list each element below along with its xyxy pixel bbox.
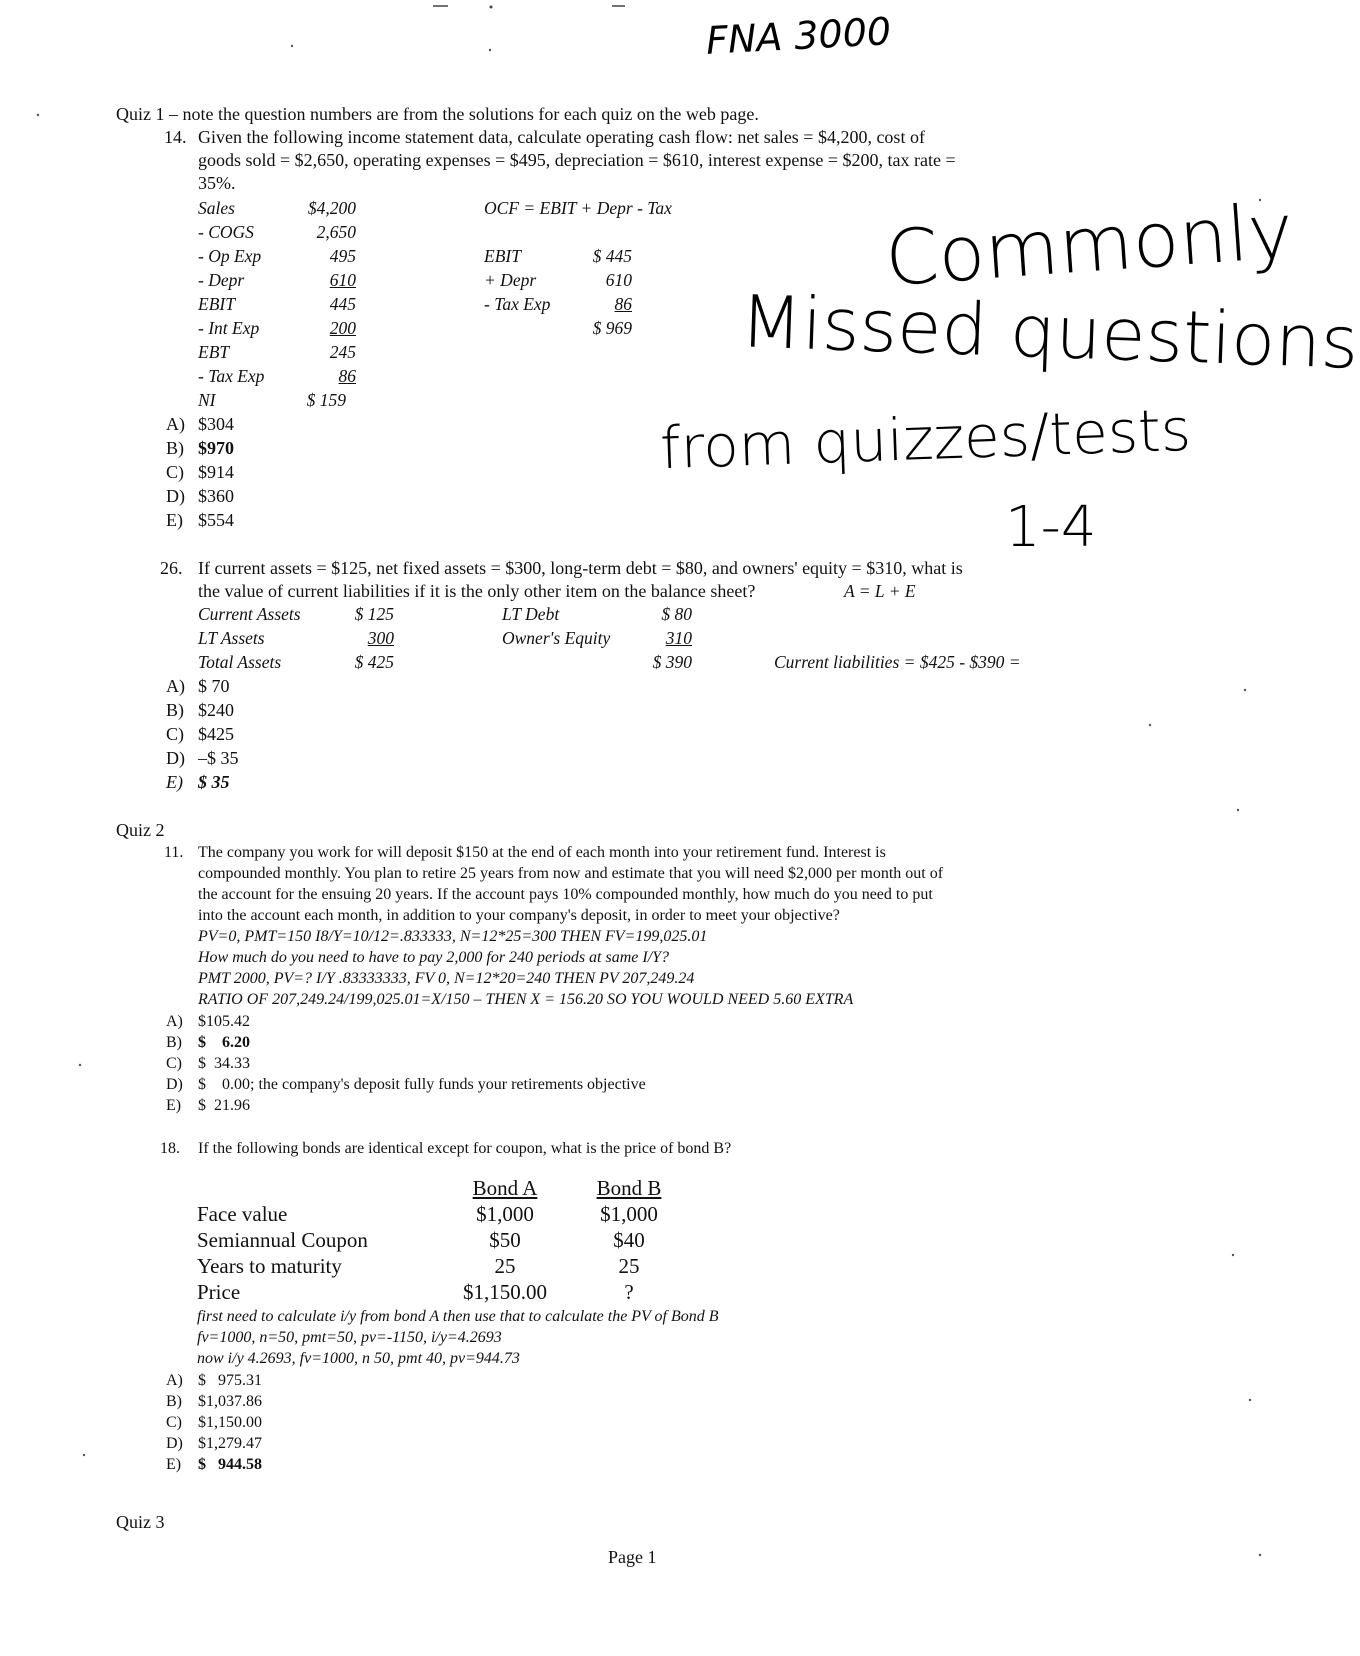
bond-row-label: Price: [197, 1280, 241, 1304]
option-letter: A): [166, 414, 185, 434]
page-number: Page 1: [608, 1547, 657, 1567]
q11-work-line: RATIO OF 207,249.24/199,025.01=X/150 – THEN X = 156.20 SO YOU WOULD NEED 5.60 EXTRA: [198, 991, 854, 1008]
asset-label: Total Assets: [198, 652, 282, 672]
q11-work-line: How much do you need to have to pay 2,000 for 240 periods at same I/Y?: [198, 949, 670, 966]
bond-b-value: $40: [613, 1228, 645, 1252]
liab-value: $ 80: [661, 604, 692, 624]
income-value: 495: [329, 246, 356, 266]
bond-row-label: Semiannual Coupon: [197, 1228, 368, 1252]
q26-formula: A = L + E: [844, 581, 916, 601]
quiz3-header: Quiz 3: [116, 1512, 165, 1532]
income-value: 245: [329, 342, 356, 362]
q26-text-line1: If current assets = $125, net fixed assets = $300, long-term debt = $80, and owners' equity = $310, what is: [198, 558, 963, 578]
asset-label: LT Assets: [198, 628, 265, 648]
q11-number: 11.: [164, 844, 184, 861]
q11-text-line: compounded monthly. You plan to retire 25 years from now and estimate that you will need $2,000 per month out of: [198, 865, 944, 882]
option-text: $ 21.96: [198, 1097, 250, 1114]
asset-value: $ 125: [354, 604, 394, 624]
income-label: NI: [198, 390, 216, 410]
q18-work-line: fv=1000, n=50, pmt=50, pv=-1150, i/y=4.2693: [197, 1329, 502, 1346]
income-label: Sales: [198, 198, 235, 218]
option-letter: A): [166, 1372, 183, 1389]
asset-value: 300: [367, 628, 394, 648]
income-label: EBT: [198, 342, 230, 362]
income-label: - Op Exp: [198, 246, 262, 266]
bond-row-label: Face value: [197, 1202, 288, 1226]
handwritten-note-line2: Missed questions: [738, 279, 1360, 385]
q14-text-line1: Given the following income statement data, calculate operating cash flow: net sales = $4,200, cost of: [198, 127, 925, 147]
bond-a-value: $1,000: [476, 1202, 534, 1226]
bond-a-value: 25: [494, 1254, 516, 1278]
income-label: - Int Exp: [198, 318, 260, 338]
handwritten-note-line1: Commonly: [882, 185, 1296, 304]
q18-text: If the following bonds are identical except for coupon, what is the price of bond B?: [198, 1140, 732, 1157]
income-label: EBIT: [198, 294, 235, 314]
handwritten-note-line4: 1-4: [1005, 495, 1097, 560]
option-letter: D): [166, 748, 185, 768]
option-text: $240: [198, 700, 234, 720]
option-letter: D): [166, 1435, 183, 1452]
ocf-label: EBIT: [484, 246, 521, 266]
bond-b-value: ?: [624, 1280, 634, 1304]
asset-label: Current Assets: [198, 604, 301, 624]
option-letter: D): [166, 486, 185, 506]
quiz2-header: Quiz 2: [116, 820, 165, 840]
option-text: $ 70: [198, 676, 230, 696]
q14-number: 14.: [164, 127, 187, 147]
option-text: $914: [198, 462, 234, 482]
income-value: 86: [338, 366, 356, 386]
bond-a-value: $1,150.00: [463, 1280, 547, 1304]
q11-work-line: PMT 2000, PV=? I/Y .83333333, FV 0, N=12*20=240 THEN PV 207,249.24: [198, 970, 695, 987]
q18-number: 18.: [160, 1140, 180, 1157]
q14-text-line2: goods sold = $2,650, operating expenses = $495, depreciation = $610, interest expense = $200, tax rate =: [198, 150, 956, 170]
option-text: $1,037.86: [198, 1393, 262, 1410]
option-text: $ 0.00; the company's deposit fully funds your retirements objective: [198, 1076, 646, 1093]
option-text: $304: [198, 414, 234, 434]
option-text: $425: [198, 724, 234, 744]
option-text: $1,150.00: [198, 1414, 262, 1431]
option-letter: B): [166, 1393, 182, 1410]
bond-a-value: $50: [489, 1228, 521, 1252]
liab-label: Owner's Equity: [502, 628, 611, 648]
current-liabilities-note: Current liabilities = $425 - $390 =: [774, 652, 1021, 672]
option-text: –$ 35: [198, 748, 239, 768]
ocf-value: $ 969: [592, 318, 632, 338]
option-letter: E): [166, 772, 183, 792]
liab-label: LT Debt: [502, 604, 560, 624]
option-letter: A): [166, 1013, 183, 1030]
q18-work-line: first need to calculate i/y from bond A then use that to calculate the PV of Bond B: [197, 1308, 719, 1325]
bond-b-header: Bond B: [596, 1176, 662, 1200]
income-label: - Tax Exp: [198, 366, 265, 386]
ocf-label: + Depr: [484, 270, 537, 290]
option-letter: C): [166, 462, 184, 482]
ocf-formula: OCF = EBIT + Depr - Tax: [484, 198, 672, 218]
handwritten-course-label: FNA 3000: [704, 9, 893, 63]
option-letter: E): [166, 1456, 182, 1473]
option-letter: B): [166, 438, 184, 458]
option-text: $1,279.47: [198, 1435, 262, 1452]
option-text-selected: $ 944.58: [198, 1456, 262, 1473]
option-text: $ 975.31: [198, 1372, 262, 1389]
income-label: - COGS: [198, 222, 254, 242]
q18-work-line: now i/y 4.2693, fv=1000, n 50, pmt 40, pv=944.73: [197, 1350, 520, 1367]
option-letter: B): [166, 700, 184, 720]
income-value: $4,200: [307, 198, 356, 218]
q11-text-line: the account for the ensuing 20 years. If the account pays 10% compounded monthly, how much do you need to put: [198, 886, 933, 903]
option-text: $360: [198, 486, 234, 506]
q26-text-line2: the value of current liabilities if it is the only other item on the balance sheet?: [198, 581, 756, 601]
income-value: 610: [329, 270, 356, 290]
bond-a-header: Bond A: [472, 1176, 538, 1200]
ocf-value: 610: [605, 270, 632, 290]
income-value: 200: [329, 318, 356, 338]
bond-row-label: Years to maturity: [197, 1254, 342, 1278]
ocf-value: 86: [614, 294, 632, 314]
handwritten-note-line3: from quizzes/tests: [658, 395, 1193, 483]
ocf-value: $ 445: [592, 246, 632, 266]
option-text: $ 34.33: [198, 1055, 250, 1072]
bond-b-value: 25: [618, 1254, 640, 1278]
option-text-selected: $ 6.20: [198, 1034, 250, 1051]
income-value: $ 159: [306, 390, 346, 410]
option-letter: D): [166, 1076, 183, 1093]
income-value: 445: [329, 294, 356, 314]
option-text: $105.42: [198, 1013, 250, 1030]
option-text-selected: $970: [198, 438, 234, 458]
asset-value: $ 425: [354, 652, 394, 672]
option-text: $554: [198, 510, 234, 530]
liab-value: $ 390: [652, 652, 692, 672]
option-letter: E): [166, 510, 183, 530]
q11-text-line: The company you work for will deposit $150 at the end of each month into your retirement fund. Interest is: [198, 844, 886, 861]
option-letter: A): [166, 676, 185, 696]
option-text-selected: $ 35: [198, 772, 230, 792]
q14-text-line3: 35%.: [198, 173, 236, 193]
income-value: 2,650: [316, 222, 356, 242]
income-label: - Depr: [198, 270, 245, 290]
ocf-label: - Tax Exp: [484, 294, 551, 314]
q11-text-line: into the account each month, in addition to your company's deposit, in order to meet your objective?: [198, 907, 840, 924]
option-letter: B): [166, 1034, 182, 1051]
option-letter: C): [166, 1414, 182, 1431]
option-letter: E): [166, 1097, 182, 1114]
q11-work-line: PV=0, PMT=150 I8/Y=10/12=.833333, N=12*25=300 THEN FV=199,025.01: [198, 928, 708, 945]
q26-number: 26.: [160, 558, 183, 578]
option-letter: C): [166, 1055, 182, 1072]
quiz1-header: Quiz 1 – note the question numbers are from the solutions for each quiz on the web page.: [116, 104, 759, 124]
option-letter: C): [166, 724, 184, 744]
liab-value: 310: [665, 628, 692, 648]
bond-b-value: $1,000: [600, 1202, 658, 1226]
